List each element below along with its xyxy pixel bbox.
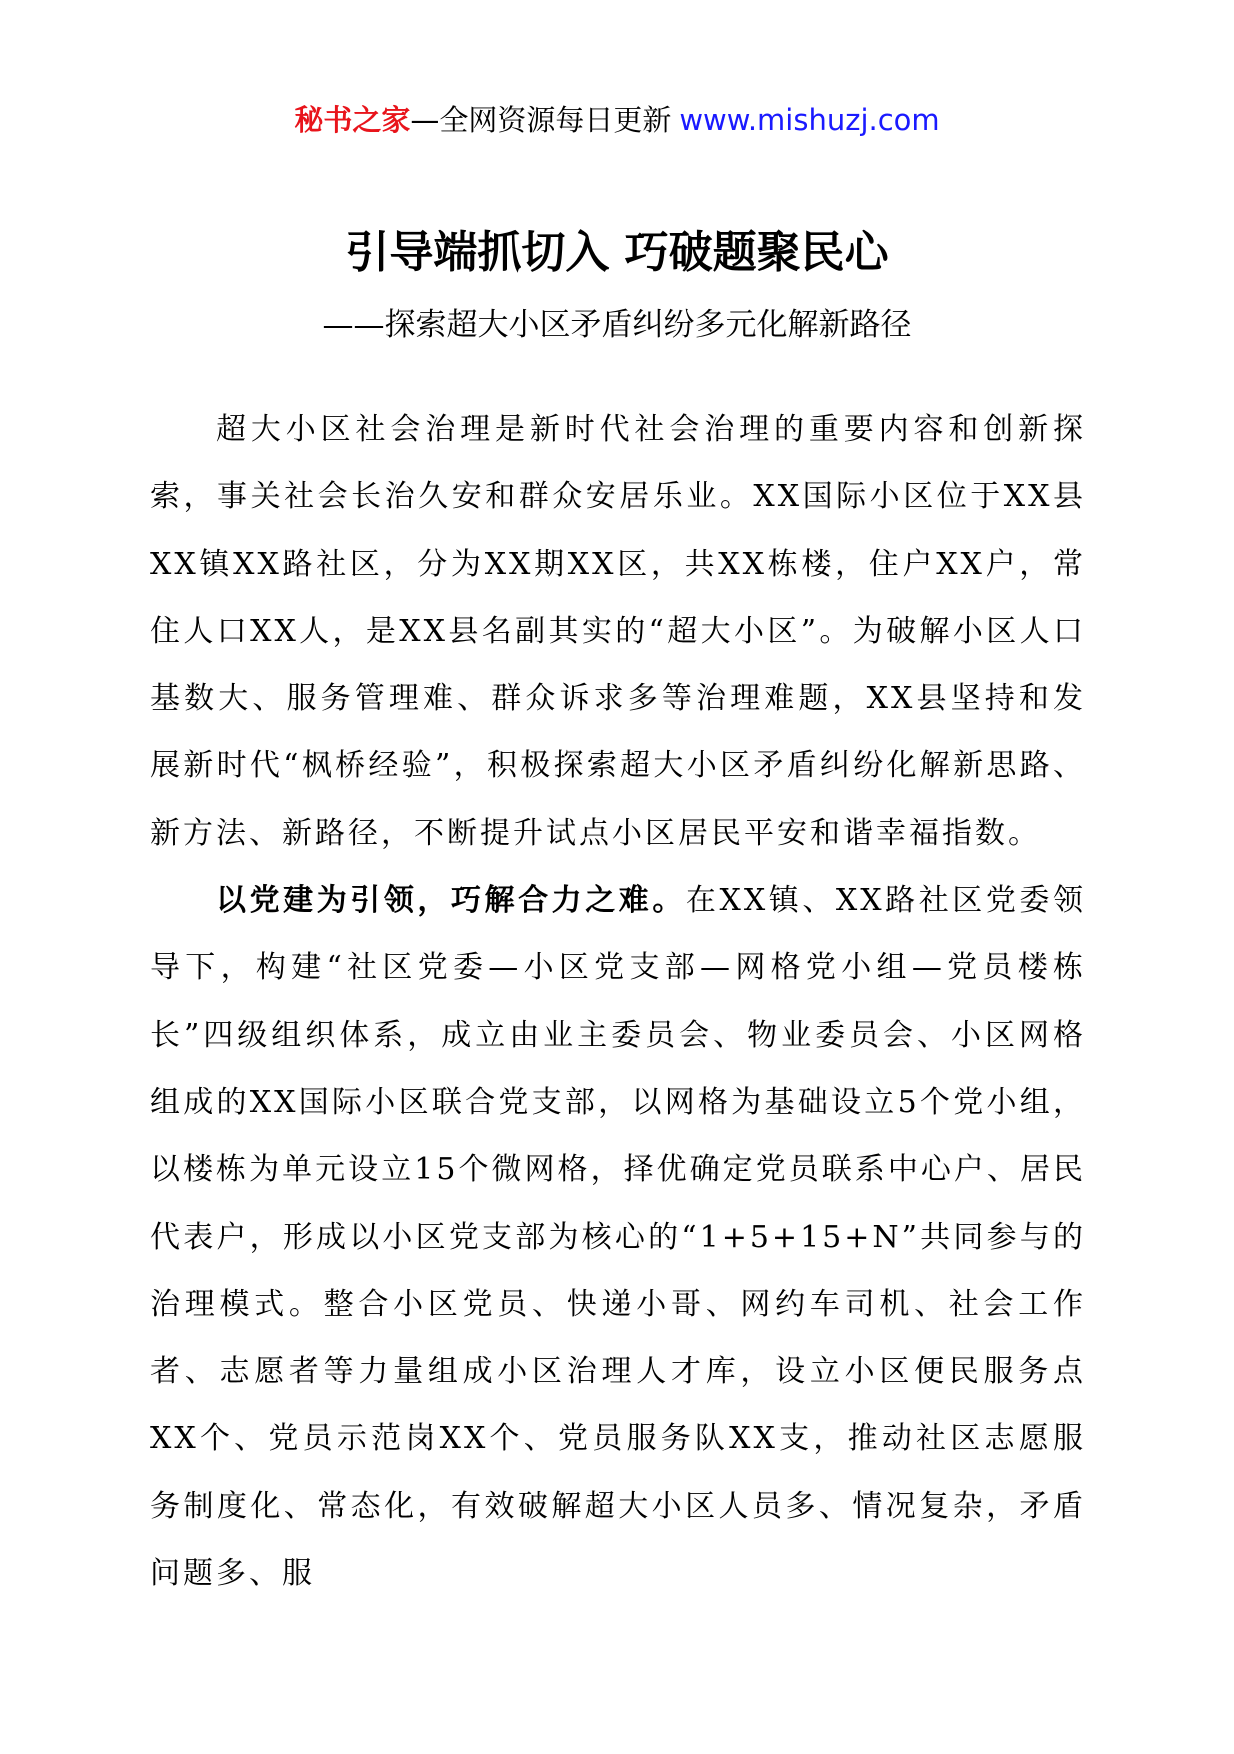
document-title: 引导端抓切入 巧破题聚民心 — [345, 227, 889, 278]
header-slogan: —全网资源每日更新 — [410, 103, 672, 137]
brand-name: 秘书之家 — [294, 103, 411, 137]
paragraph-party-building — [150, 867, 1086, 1607]
document-body — [150, 396, 1086, 1607]
site-header — [0, 100, 1234, 140]
paragraph-intro: 超大小区社会治理是新时代社会治理的重要内容和创新探索，事关社会长治久安和群众安居乐业。XX国际小区位于XX县XX镇XX路社区，分为XX期XX区，共XX栋楼，住户XX户，常住人口XX人，是XX县名副其实的“超大小区”。为破解小区人口基数大、服务管理难、群众诉求多等治理难题，XX县坚持和发展新时代“枫桥经验”，积极探索超大小区矛盾纠纷化解新思路、新方法、新路径，不断提升试点小区居民平安和谐幸福指数。 — [150, 412, 1086, 851]
document-subtitle: ——探索超大小区矛盾纠纷多元化解新路径 — [322, 307, 912, 343]
paragraph-lead-heading: 以党建为引领，巧解合力之难。 — [216, 883, 686, 919]
site-url[interactable]: www.mishuzj.com — [679, 103, 940, 137]
paragraph-text: 在XX镇、XX路社区党委领导下，构建“社区党委—小区党支部—网格党小组—党员楼栋长”四级组织体系，成立由业主委员会、物业委员会、小区网格组成的XX国际小区联合党支部，以网格为基础设立5个党小组，以楼栋为单元设立15个微网格，择优确定党员联系中心户、居民代表户，形成以小区党支部为核心的“1+5+15+N”共同参与的治理模式。整合小区党员、快递小哥、网约车司机、社会工作者、志愿者等力量组成小区治理人才库，设立小区便民服务点XX个、党员示范岗XX个、党员服务队XX支，推动社区志愿服务制度化、常态化，有效破解超大小区人员多、情况复杂，矛盾问题多、服 — [150, 883, 1087, 1592]
